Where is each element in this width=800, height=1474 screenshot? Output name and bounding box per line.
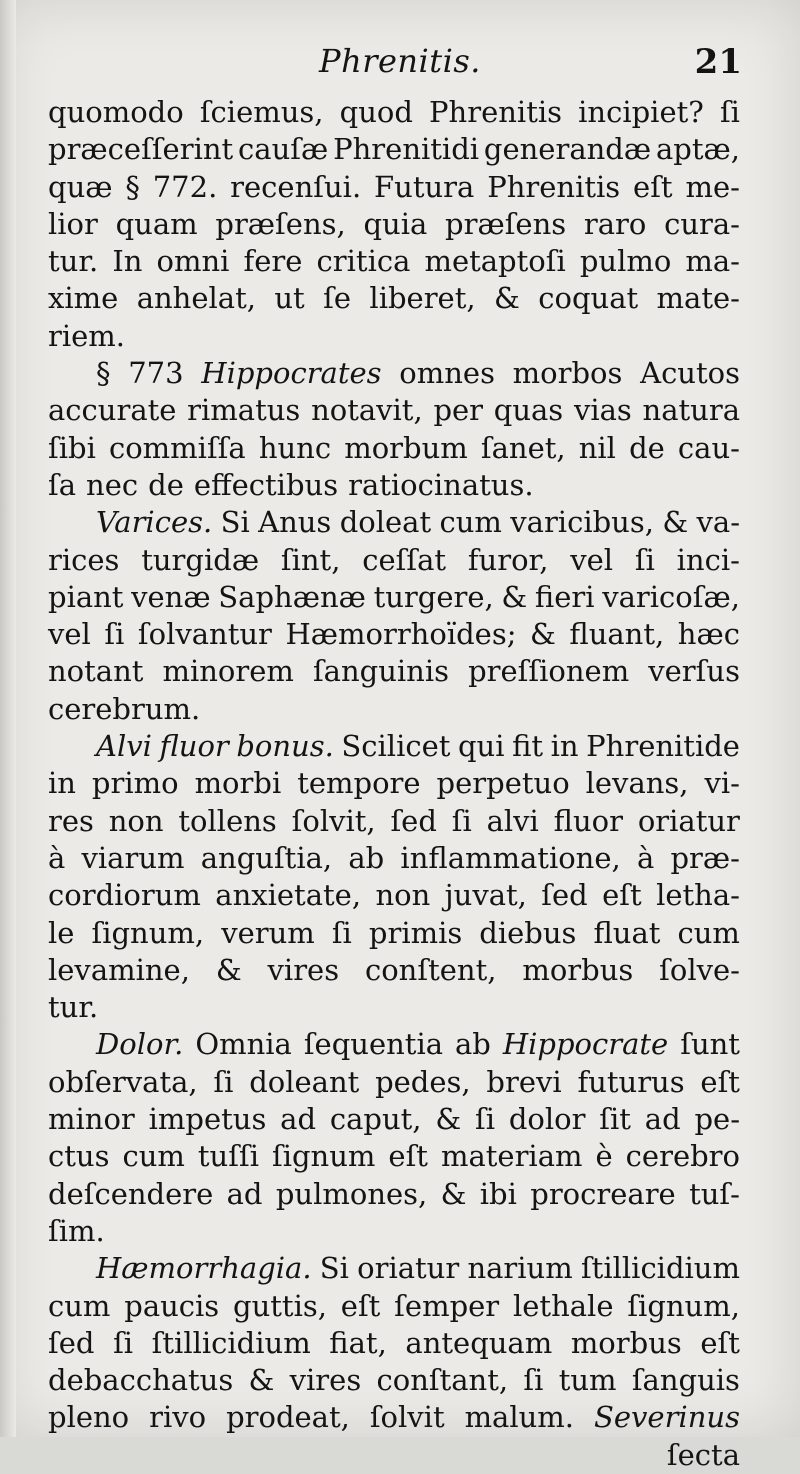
text-line (48, 94, 740, 131)
word: diebus (479, 915, 577, 950)
word: quia (363, 206, 428, 241)
word: levans, (585, 766, 689, 801)
word: cerebro (625, 1139, 740, 1174)
running-title: Phrenitis. (319, 42, 481, 80)
word: bonus. (236, 729, 334, 764)
word: anxietate, (215, 878, 362, 913)
word: riem. (48, 318, 126, 353)
word: ſunt (680, 1027, 740, 1062)
word: doleant (249, 1064, 360, 1099)
text-line (48, 355, 740, 392)
text-line (48, 280, 740, 317)
word: pedes, (375, 1064, 471, 1099)
word: cordiorum (48, 878, 201, 913)
word: minorem (162, 654, 294, 689)
word: ſanguinis (312, 654, 450, 689)
text-line (48, 169, 740, 206)
word: ſemper (394, 1288, 500, 1323)
word: alvi (486, 803, 539, 838)
word: accurate (48, 393, 177, 428)
word: coquat (538, 281, 639, 316)
word: à (48, 840, 66, 875)
word: tur. (48, 244, 99, 279)
word: obſervata, (48, 1064, 198, 1099)
word: fieri (534, 579, 595, 614)
word: per (433, 393, 484, 428)
word: natura (642, 393, 740, 428)
word: ut (274, 281, 305, 316)
word: guttis, (233, 1288, 327, 1323)
word: critica (316, 244, 411, 279)
word: Acutos (640, 356, 740, 391)
word: lethale (512, 1288, 614, 1323)
word: fiat, (329, 1325, 387, 1360)
catchword (48, 1437, 740, 1474)
word: aptæ, (655, 132, 740, 167)
catchword-text: ſecta (666, 1437, 740, 1472)
word: & (248, 1363, 275, 1398)
word: conſtant, (376, 1363, 509, 1398)
word: tollens (178, 803, 277, 838)
word: generandæ (483, 132, 652, 167)
word: ſciemus, (199, 95, 324, 129)
word: doleat (339, 505, 432, 540)
word: Phrenitide (586, 729, 740, 764)
word: Hippocrate (502, 1027, 669, 1062)
word: ceſſat (362, 542, 447, 577)
text-line (48, 765, 740, 802)
word: & (435, 1102, 462, 1137)
word: ſtillicidium (151, 1325, 311, 1360)
word: ſignum, (627, 1288, 740, 1323)
word: ſi (113, 1325, 134, 1360)
word: fluor (159, 729, 229, 764)
text-line (48, 653, 740, 690)
text-line (48, 467, 740, 504)
word: letha- (656, 878, 740, 913)
word: præſens (445, 206, 567, 241)
word: rivo (149, 1400, 207, 1435)
word: tempore (297, 766, 421, 801)
word: præſens, (215, 206, 346, 241)
word: antequam (405, 1325, 553, 1360)
word: Si (220, 505, 250, 540)
word: ſi (331, 915, 352, 950)
word: fluant, (569, 617, 665, 652)
word: ab (455, 1027, 491, 1062)
word: ſit (599, 1102, 631, 1137)
word: in (48, 766, 76, 801)
text-line (48, 1026, 740, 1063)
text-line (48, 579, 740, 616)
word: fit (512, 729, 544, 764)
word: cau- (677, 430, 740, 465)
word: ſed (48, 1325, 95, 1360)
word: futurus (577, 1064, 685, 1099)
word: § (125, 169, 140, 204)
word: ſa (48, 467, 77, 502)
word: morbum (344, 430, 468, 465)
word: piant (48, 579, 124, 614)
word: anguſtia, (200, 840, 333, 875)
text-line (48, 1213, 740, 1250)
word: & (662, 505, 689, 540)
word: vires (289, 1363, 362, 1398)
text-line (48, 504, 740, 541)
word: pulmones, (275, 1176, 428, 1211)
word: liberet, (369, 281, 476, 316)
word: viarum (81, 840, 185, 875)
word: eſt (700, 1325, 740, 1360)
word: ſi (474, 1102, 495, 1137)
word: verum (221, 915, 315, 950)
word: in (550, 729, 579, 764)
word: pe- (694, 1102, 740, 1137)
word: res (48, 803, 94, 838)
word: varicoſæ, (602, 579, 740, 614)
word: notavit, (311, 393, 423, 428)
word: metaptoſi (424, 244, 566, 279)
word: ma- (685, 244, 740, 279)
word: ſe (323, 281, 352, 316)
text-line (48, 803, 740, 840)
word: vias (573, 393, 632, 428)
word: incipiet? (578, 95, 704, 129)
word: le (48, 915, 75, 950)
text-line (48, 1064, 740, 1101)
word: & (440, 1176, 467, 1211)
page-number: 21 (694, 42, 742, 82)
text-line (48, 542, 740, 579)
word: cauſæ (238, 132, 329, 167)
word: perpetuo (436, 766, 570, 801)
word: mate- (656, 281, 740, 316)
word: ad (226, 1176, 263, 1211)
word: turgidæ (141, 542, 260, 577)
word: è (595, 1139, 613, 1174)
word: eſt (700, 1064, 740, 1099)
word: quod (339, 95, 413, 129)
word: me- (685, 169, 740, 204)
word: varicibus, (510, 505, 654, 540)
word: impetus (148, 1102, 267, 1137)
text-line (48, 952, 740, 989)
word: brevi (486, 1064, 562, 1099)
word: materiam (440, 1139, 583, 1174)
word: xime (48, 281, 119, 316)
word: non (375, 878, 431, 913)
text-line (48, 206, 740, 243)
word: tuſſi (197, 1139, 259, 1174)
word: eſt (388, 1139, 428, 1174)
word: ſignum, (91, 915, 205, 950)
word: ſolvantur (137, 617, 272, 652)
word: commiſſa (108, 430, 246, 465)
text-line (48, 691, 740, 728)
word: ratiocinatus. (348, 467, 534, 502)
word: § (96, 356, 111, 391)
word: narium (467, 1251, 573, 1286)
word: morbos (512, 356, 623, 391)
word: ſequentia (303, 1027, 444, 1062)
word: turgere, (373, 579, 494, 614)
word: tum (558, 1363, 617, 1398)
page-edge-shadow (0, 0, 16, 1437)
word: oriatur (357, 1251, 460, 1286)
word: quæ (48, 169, 113, 204)
text-line (48, 1138, 740, 1175)
word: juvat, (444, 878, 527, 913)
body-text (48, 94, 740, 1474)
word: oriatur (637, 803, 740, 838)
word: Phrenitis (429, 95, 563, 129)
word: recenſui. (230, 169, 362, 204)
word: fere (243, 244, 303, 279)
word: à (636, 840, 655, 875)
word: cum (677, 915, 740, 950)
word: vi- (704, 766, 740, 801)
word: tuſ- (689, 1176, 740, 1211)
word: & (501, 579, 528, 614)
word: & (530, 617, 556, 652)
word: ſtillicidium (580, 1251, 740, 1286)
word: verſus (648, 654, 740, 689)
word: dolor (508, 1102, 586, 1137)
word: prodeat, (226, 1400, 350, 1435)
word: venæ (131, 579, 211, 614)
word: cura- (664, 206, 740, 241)
text-line (48, 616, 740, 653)
word: levamine, (48, 952, 190, 987)
word: lior (48, 206, 98, 241)
word: de (629, 430, 665, 465)
word: 773 (128, 356, 184, 391)
word: hunc (258, 430, 332, 465)
word: hæc (677, 617, 740, 652)
text-line (48, 430, 740, 467)
text-line (48, 840, 740, 877)
word: eſt (602, 878, 642, 913)
word: ibi (479, 1176, 517, 1211)
word: nil (578, 430, 616, 465)
word: Phrenitis (487, 169, 621, 204)
word: ſignum (271, 1139, 376, 1174)
word: quam (115, 206, 198, 241)
word: ſolvit, (291, 803, 376, 838)
text-line (48, 131, 740, 168)
word: eſt (633, 169, 673, 204)
word: pleno (48, 1400, 130, 1435)
word: effectibus (193, 467, 339, 502)
word: Futura (374, 169, 475, 204)
word: notant (48, 654, 144, 689)
word: malum. (464, 1400, 575, 1435)
word: preſſionem (468, 654, 630, 689)
word: præ- (670, 840, 740, 875)
word: cerebrum. (48, 691, 201, 726)
word: ſi (104, 617, 125, 652)
word: eſt (340, 1288, 381, 1323)
text-line (48, 989, 740, 1026)
text-line (48, 1176, 740, 1213)
word: Varices. (96, 505, 213, 540)
word: primo (91, 766, 179, 801)
word: deſcendere (48, 1176, 214, 1211)
word: Hippocrates (201, 356, 382, 391)
word: ſi (213, 1064, 234, 1099)
word: Omnia (195, 1027, 292, 1062)
word: In (112, 244, 143, 279)
word: vires (267, 952, 340, 987)
text-line (48, 1325, 740, 1362)
word: ſanet, (480, 430, 566, 465)
word: ſolvit (369, 1400, 445, 1435)
word: ſi (634, 542, 655, 577)
word: va- (696, 505, 740, 540)
word: ſi (523, 1363, 544, 1398)
word: ſi (719, 95, 740, 129)
word: caput, (329, 1102, 422, 1137)
word: Saphænæ (218, 579, 366, 614)
word: ſi (451, 803, 472, 838)
word: morbus (522, 952, 634, 987)
word: nec (86, 467, 139, 502)
word: omni (156, 244, 230, 279)
word: Hæmorrhoïdes; (285, 617, 517, 652)
text-line (48, 1362, 740, 1399)
word: ctus (48, 1139, 110, 1174)
word: minor (48, 1102, 135, 1137)
word: ſed (541, 878, 588, 913)
word: cum (48, 1288, 111, 1323)
word: tur. (48, 990, 99, 1025)
word: non (108, 803, 164, 838)
word: ſibi (48, 430, 96, 465)
text-line (48, 915, 740, 952)
text-line (48, 392, 740, 429)
word: conſtent, (364, 952, 497, 987)
text-line (48, 1288, 740, 1325)
word: morbi (194, 766, 282, 801)
word: inflammatione, (400, 840, 621, 875)
word: Phrenitidi (333, 132, 480, 167)
word: ad (280, 1102, 317, 1137)
word: Dolor. (96, 1027, 184, 1062)
word: procreare (530, 1176, 676, 1211)
word: morbus (570, 1325, 682, 1360)
word: furor, (467, 542, 549, 577)
word: ſed (390, 803, 437, 838)
word: Anus (258, 505, 332, 540)
word: 772. (152, 169, 218, 204)
text-line (48, 318, 740, 355)
word: ſanguis (631, 1363, 740, 1398)
word: Alvi (96, 729, 152, 764)
word: Hæmorrhagia. (96, 1251, 312, 1286)
word: inci- (676, 542, 740, 577)
word: & (494, 281, 520, 316)
word: omnes (399, 356, 495, 391)
word: ſolve- (659, 952, 740, 987)
word: vel (570, 542, 614, 577)
word: rices (48, 542, 120, 577)
text-line (48, 1101, 740, 1138)
word: cum (439, 505, 502, 540)
word: qui (457, 729, 505, 764)
word: præceſſerint (48, 132, 234, 167)
text-line (48, 728, 740, 765)
word: de (148, 467, 184, 502)
word: & (215, 952, 242, 987)
word: primis (368, 915, 463, 950)
text-line (48, 1399, 740, 1436)
text-line (48, 877, 740, 914)
word: ſim. (48, 1213, 105, 1248)
word: Scilicet (341, 729, 451, 764)
word: paucis (124, 1288, 220, 1323)
word: anhelat, (136, 281, 256, 316)
word: fluor (553, 803, 623, 838)
word: ſint, (280, 542, 341, 577)
word: Si (319, 1251, 349, 1286)
word: ab (348, 840, 385, 875)
word: debacchatus (48, 1363, 234, 1398)
word: rimatus (187, 393, 301, 428)
word: Severinus (594, 1400, 740, 1435)
text-line (48, 243, 740, 280)
word: raro (583, 206, 647, 241)
word: quas (493, 393, 564, 428)
word: pulmo (579, 244, 672, 279)
text-line (48, 1250, 740, 1287)
word: vel (48, 617, 91, 652)
word: fluat (593, 915, 661, 950)
word: ad (644, 1102, 681, 1137)
word: cum (122, 1139, 185, 1174)
word: quomodo (48, 95, 184, 129)
